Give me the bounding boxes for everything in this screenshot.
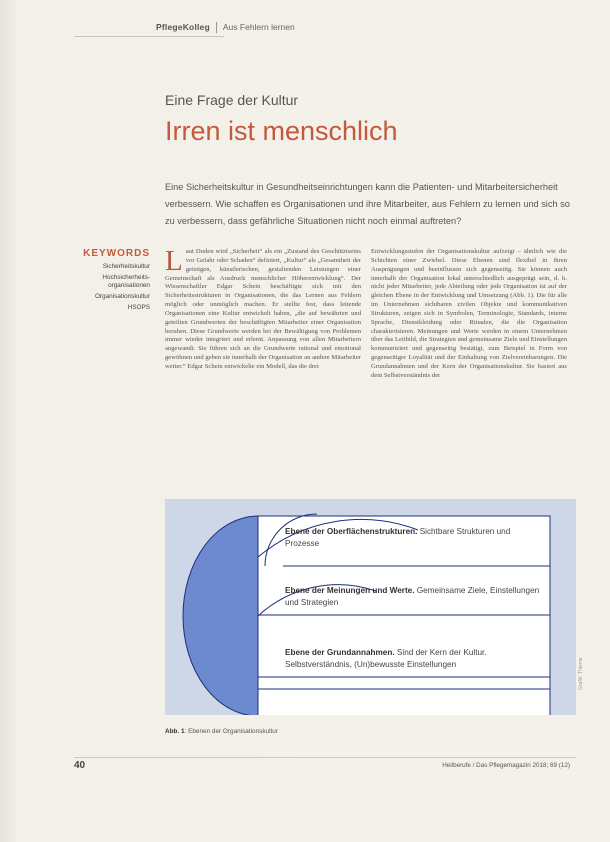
brand-name: PflegeKolleg (156, 22, 210, 32)
keyword-item: Organisationskultur (94, 293, 150, 300)
header-separator (216, 22, 217, 33)
keywords-box (80, 248, 150, 315)
layer-core (285, 647, 541, 671)
layer-values (285, 585, 541, 609)
layer-core-text: Sind der Kern der Kultur. Selbstverständnis, (Un)bewusste Einstellungen (285, 648, 487, 669)
culture-levels-figure (165, 499, 576, 715)
section-name: Aus Fehlern lernen (222, 22, 295, 32)
keyword-item: Sicherheitskultur (102, 263, 150, 270)
body-column-1 (165, 245, 361, 372)
layer-core-title: Ebene der Grundannahmen. (285, 648, 395, 657)
layer-surface-text: Sichtbare Strukturen und Prozesse (285, 527, 511, 548)
body-text-column-1: aut Duden wird „Sicherheit“ als ein „Zustand des Geschütztseins vor Gefahr oder Schaden“ definiert, „Kultur“ als „Gesamtheit der geistigen, künstlerischen, gestaltenden Leistungen einer Gemeinschaft als Ausdruck menschlicher Höherentwicklung“. Der Wissenschaftler Edgar Schein beschäftigte sich mit den Sicherheitsstrukturen in Organisationen, die das Lernen aus Fehlern möglich oder unmöglich machen. Er stellte fest, dass leitende Organisationen eine Kultur entwickelt haben, „die auf bewährten und geteilten Grundwerten der beschäftigten Mitarbeiter einer Organisation beruhen. Diese Grundwerte werden bei der Bewältigung von Problemen immer wieder integriert und erlernt. Anpassung von allen Mitarbeitern angewandt. Sie führen sich an die Grundwerte rational und emotional gewöhnen und geben sie innerhalb der Organisation an andere Mitarbeiter weiter.“ Edgar Schein entwickelte ein Modell, das die drei (165, 248, 361, 370)
header-rule (74, 36, 224, 37)
footer-rule (74, 757, 576, 758)
keyword-item: HSOPS (127, 304, 150, 311)
journal-reference: Heilberufe / Das Pflegemagazin 2018; 69 (12) (442, 762, 570, 769)
figure-caption: Abb. 1: Ebenen der Organisationskultur (165, 728, 278, 735)
layer-values-title: Ebene der Meinungen und Werte. (285, 586, 415, 595)
article-kicker: Eine Frage der Kultur (165, 92, 299, 108)
layer-surface (285, 526, 541, 550)
caption-text: Ebenen der Organisationskultur (188, 728, 278, 735)
figure-credit: Grafik: Thieme (578, 657, 584, 690)
body-column-2 (371, 248, 567, 381)
layer-values-text: Gemeinsame Ziele, Einstellungen und Strategien (285, 586, 540, 607)
keyword-item: Hochsicherheits-organisationen (102, 274, 150, 289)
caption-label: Abb. 1 (165, 728, 185, 735)
drop-cap: L (165, 245, 183, 277)
article-title: Irren ist menschlich (165, 116, 398, 146)
running-header (74, 19, 295, 35)
page-number: 40 (74, 760, 86, 771)
keywords-title: KEYWORDS (83, 248, 150, 259)
layer-surface-title: Ebene der Oberflächenstrukturen. (285, 527, 418, 536)
article-lead: Eine Sicherheitskultur in Gesundheitseinrichtungen kann die Patienten- und Mitarbeitersicherheit verbessern. Wie schaffen es Organisationen und ihre Mitarbeiter, aus Fehlern zu lernen und sich so zu verbessern, dass gefährliche Situationen nicht noch einmal auftreten? (165, 182, 570, 226)
body-text-column-2: Entwicklungsstufen der Organisationskultur aufzeigt – ähnlich wie die Schichten einer Zwiebel. Diese Ebenen sind flexibel in ihren Ausprägungen und beeinflussen sich gegenseitig. Sie können auch innerhalb der Organisation lokal unterschiedlich ausgeprägt sein, d. h. nicht jeder Mitarbeiter, jede Abteilung oder jede Organisation ist auf der gleichen Ebene in der Entwicklung und Umsetzung (Abb. 1). Die für alle im Unternehmen sichtbaren zivilen Objekte und kommunikativen Strukturen, zeigen sich in Symbolen, Terminologie, Standards, interne Sprache, Dienstkleidung oder Ritualen, die die Organisation charakterisieren. Meinungen und Werte werden in einem Unternehmen über das Leitbild, die Strategien und gemeinsame Ziele und Einstellungen kommuniziert und gegenseitig bestätigt, zum Beispiel in Form von gegenseitiger Loyalität und der Einhaltung von Zielvereinbarungen. Die Grundannahmen und der Kern der Organisationskultur. Sie basiert aus dem Selbstverständnis der (371, 248, 567, 379)
